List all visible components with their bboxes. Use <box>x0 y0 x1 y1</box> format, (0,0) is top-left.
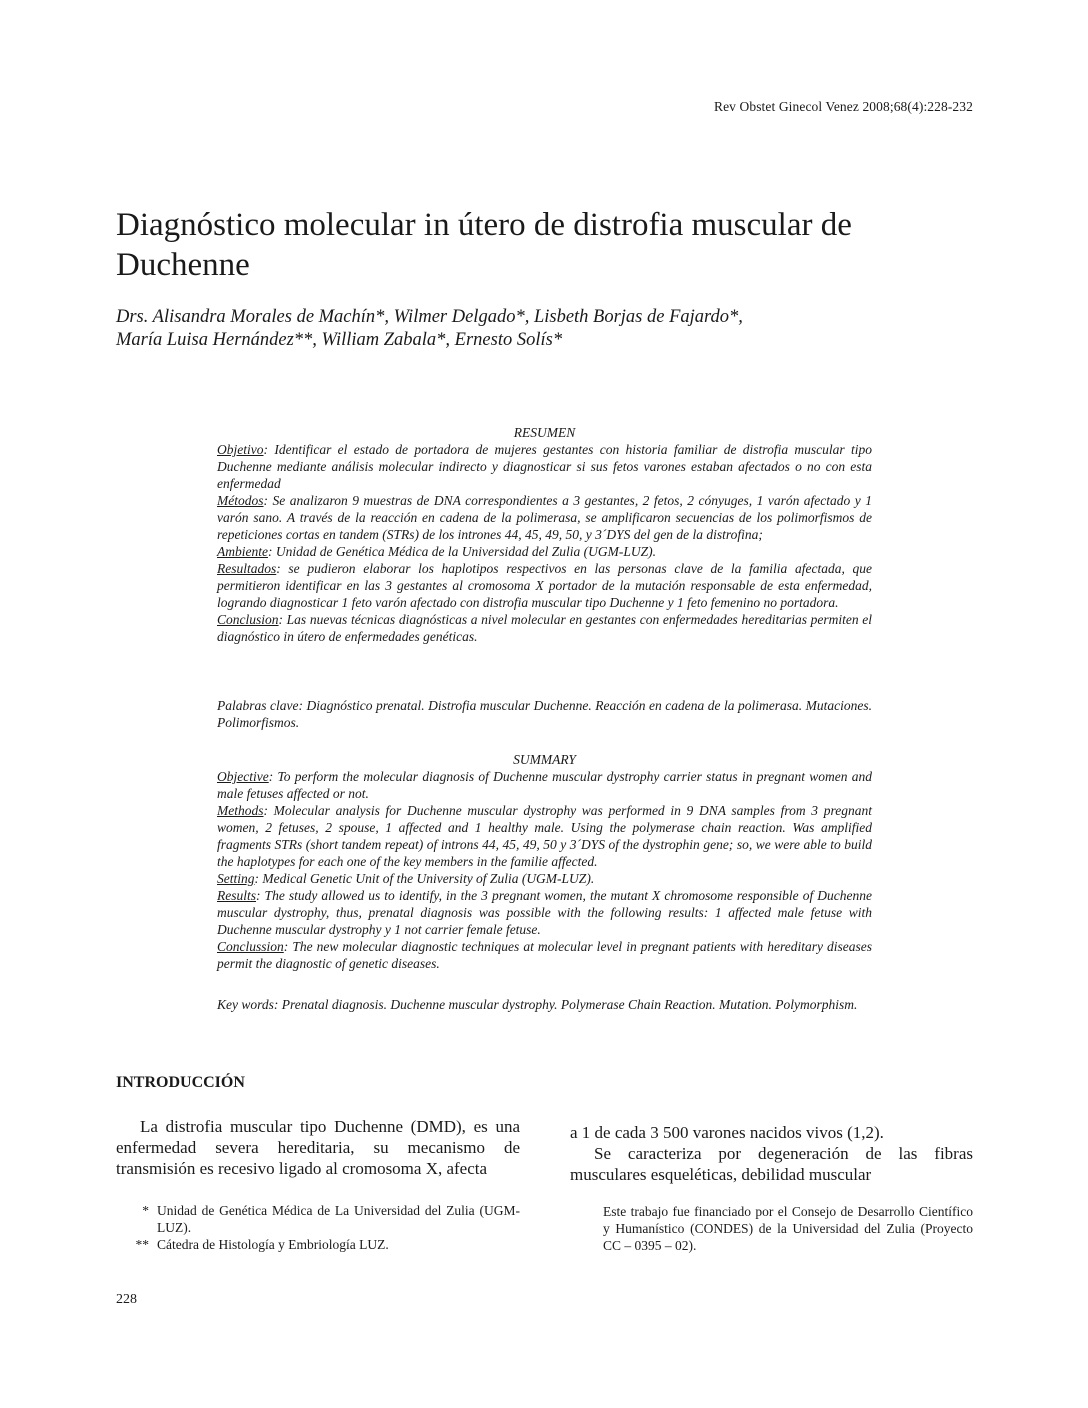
author-line-2: María Luisa Hernández**, William Zabala*, Ernesto Solís* <box>116 330 563 350</box>
section-label: Conclussion <box>217 939 284 954</box>
section-text: : Molecular analysis for Duchenne muscular dystrophy was performed in 9 DNA samples from 3 pregnant women, 2 fetuses, 2 spouse, 1 affected and 1 healthy male. Using the polymerase chain reaction. Was amplified fragments STRs (short tandem repeat) of introns 44, 45, 49, 50 y 3´DYS of the dystrophin gene; so, we were able to build the haplotypes for each one of the key members in the familie affected. <box>217 803 872 869</box>
abstract-english <box>217 751 872 972</box>
footnote-mark: * <box>142 1203 149 1218</box>
summary-results <box>217 887 872 938</box>
resumen-heading: RESUMEN <box>513 425 576 440</box>
journal-reference: Rev Obstet Ginecol Venez 2008;68(4):228-232 <box>713 99 973 114</box>
section-text: : The study allowed us to identify, in the 3 pregnant women, the mutant X chromosome responsible of Duchenne muscular dystrophy, thus, prenatal diagnosis was possible with the following results: 1 affected male fetuse with Duchenne muscular dystrophy y 1 not carrier female fetuse. <box>217 888 872 937</box>
intro-paragraph-2: Se caracteriza por degeneración de las fibras musculares esqueléticas, debilidad muscular <box>570 1144 973 1184</box>
section-heading-introduccion: INTRODUCCIÓN <box>116 1074 245 1091</box>
section-text: : se pudieron elaborar los haplotipos respectivos en las personas clave de la familia afectada, que permitieron identificar en las 3 gestantes al cromosoma X portador de la mutación responsable de esta enfermedad, logrando diagnosticar 1 feto varón afectado con distrofia muscular tipo Duchenne y 1 feto femenino no portadora. <box>217 561 872 610</box>
section-text: : Unidad de Genética Médica de la Universidad del Zulia (UGM-LUZ). <box>267 544 657 559</box>
section-text: : To perform the molecular diagnosis of Duchenne muscular dystrophy carrier status in pregnant women and male fetuses affected or not. <box>217 769 872 801</box>
footnote-text: Unidad de Genética Médica de La Universidad del Zulia (UGM-LUZ). <box>157 1203 520 1235</box>
resumen-conclusion <box>217 611 872 645</box>
section-label: Methods <box>217 803 264 818</box>
section-text: : Identificar el estado de portadora de mujeres gestantes con historia familiar de distrofia muscular tipo Duchenne mediante análisis molecular indirecto y diagnosticar si sus fetos varones estaban afectados o no con esta enfermedad <box>217 442 872 491</box>
abstract-spanish <box>217 424 872 645</box>
section-text: : Se analizaron 9 muestras de DNA correspondientes a 3 gestantes, 2 fetos, 2 cónyuges, 1 varón afectado y 1 varón sano. A través de la reacción en cadena de la polimerasa, se amplificaron secuencias de los polimorfismos de repeticiones cortas en tandem (STRs) de los intrones 44, 45, 49, 50, y 3´DYS del gen de la distrofina; <box>217 493 872 542</box>
author-line-1: Drs. Alisandra Morales de Machín*, Wilmer Delgado*, Lisbeth Borjas de Fajardo*, <box>116 307 743 327</box>
section-label: Resultados <box>217 561 277 576</box>
body-column-right <box>570 1122 973 1185</box>
footnote <box>116 1202 520 1236</box>
footnote-mark: ** <box>135 1237 149 1252</box>
intro-paragraph: La distrofia muscular tipo Duchenne (DMD), es una enfermedad severa hereditaria, su mecanismo de transmisión es recesivo ligado al cromosoma X, afecta <box>116 1117 520 1178</box>
resumen-metodos <box>217 492 872 543</box>
article-title: Diagnóstico molecular in útero de distrofia muscular de Duchenne <box>116 207 852 283</box>
section-label: Conclusion <box>217 612 279 627</box>
resumen-ambiente <box>217 543 872 560</box>
summary-conclussion <box>217 938 872 972</box>
author-list <box>116 306 956 352</box>
palabras-clave: Palabras clave: Diagnóstico prenatal. Distrofia muscular Duchenne. Reacción en cadena de la polimerasa. Mutaciones. Polimorfismos. <box>217 698 872 730</box>
summary-setting <box>217 870 872 887</box>
section-label: Objective <box>217 769 269 784</box>
footnote-text: Cátedra de Histología y Embriología LUZ. <box>157 1237 389 1252</box>
section-label: Objetivo <box>217 442 264 457</box>
page-number: 228 <box>116 1292 137 1307</box>
summary-objective <box>217 768 872 802</box>
section-label: Results <box>217 888 256 903</box>
resumen-resultados <box>217 560 872 611</box>
footnote <box>116 1236 520 1253</box>
resumen-objetivo <box>217 441 872 492</box>
affiliation-footnotes <box>116 1202 520 1253</box>
summary-heading: SUMMARY <box>513 752 576 767</box>
summary-methods <box>217 802 872 870</box>
section-label: Ambiente <box>217 544 268 559</box>
key-words: Key words: Prenatal diagnosis. Duchenne muscular dystrophy. Polymerase Chain Reaction. Mutation. Polymorphism. <box>217 997 858 1012</box>
section-label: Métodos <box>217 493 264 508</box>
body-column-left <box>116 1116 520 1179</box>
funding-note: Este trabajo fue financiado por el Consejo de Desarrollo Científico y Humanístico (CONDES) de la Universidad del Zulia (Proyecto CC – 0395 – 02). <box>603 1204 973 1253</box>
section-text: : Las nuevas técnicas diagnósticas a nivel molecular en gestantes con enfermedades hereditarias permiten el diagnóstico in útero de enfermedades genéticas. <box>217 612 872 644</box>
intro-continuation: a 1 de cada 3 500 varones nacidos vivos (1,2). <box>570 1123 884 1142</box>
section-text: : The new molecular diagnostic techniques at molecular level in pregnant patients with hereditary diseases permit the diagnostic of genetic diseases. <box>217 939 872 971</box>
section-label: Setting <box>217 871 255 886</box>
section-text: : Medical Genetic Unit of the University of Zulia (UGM-LUZ). <box>254 871 595 886</box>
